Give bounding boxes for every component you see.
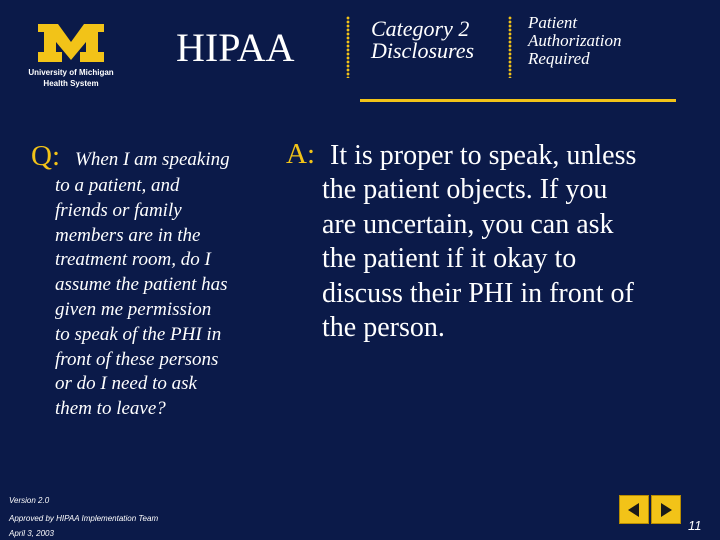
authorization-line-2: Authorization [528, 31, 622, 50]
header-rule [360, 99, 676, 102]
block-m-icon [28, 18, 114, 66]
question-first-line: When I am speaking [75, 149, 230, 170]
arrow-right-icon [657, 501, 675, 519]
answer-marker: A: [286, 138, 315, 170]
previous-slide-button[interactable] [619, 495, 649, 524]
university-logo [28, 18, 114, 94]
category-line-2: Disclosures [371, 38, 475, 63]
dotted-divider [346, 16, 350, 78]
answer-text: the patient objects. If you are uncertain, you can ask the patient if it okay to discuss their PHI in front of the person. [322, 174, 634, 343]
arrow-left-icon [625, 501, 643, 519]
dotted-divider [508, 16, 512, 78]
authorization-line-3: Required [528, 49, 590, 68]
category-label [371, 18, 474, 62]
version-text: Version 2.0 [9, 496, 50, 505]
approved-text: Approved by HIPAA Implementation Team [9, 514, 159, 523]
authorization-label [528, 14, 622, 68]
question-text: to a patient, and friends or family members are in the treatment room, do I assume the patient has given me permission to speak of the PHI in front of these persons or do I need to ask them to leave? [55, 175, 228, 420]
answer-first-line: It is proper to speak, unless [330, 140, 637, 171]
category-line-1: Category 2 [371, 16, 470, 41]
page-number: 11 [688, 518, 702, 533]
authorization-line-1: Patient [528, 13, 578, 32]
logo-health-system-text: Health System [43, 79, 99, 88]
slide-title: HIPAA [176, 25, 295, 70]
question-marker: Q: [31, 140, 60, 172]
next-slide-button[interactable] [651, 495, 681, 524]
logo-university-text: University of Michigan [28, 68, 114, 77]
date-text: April 3, 2003 [9, 529, 54, 538]
